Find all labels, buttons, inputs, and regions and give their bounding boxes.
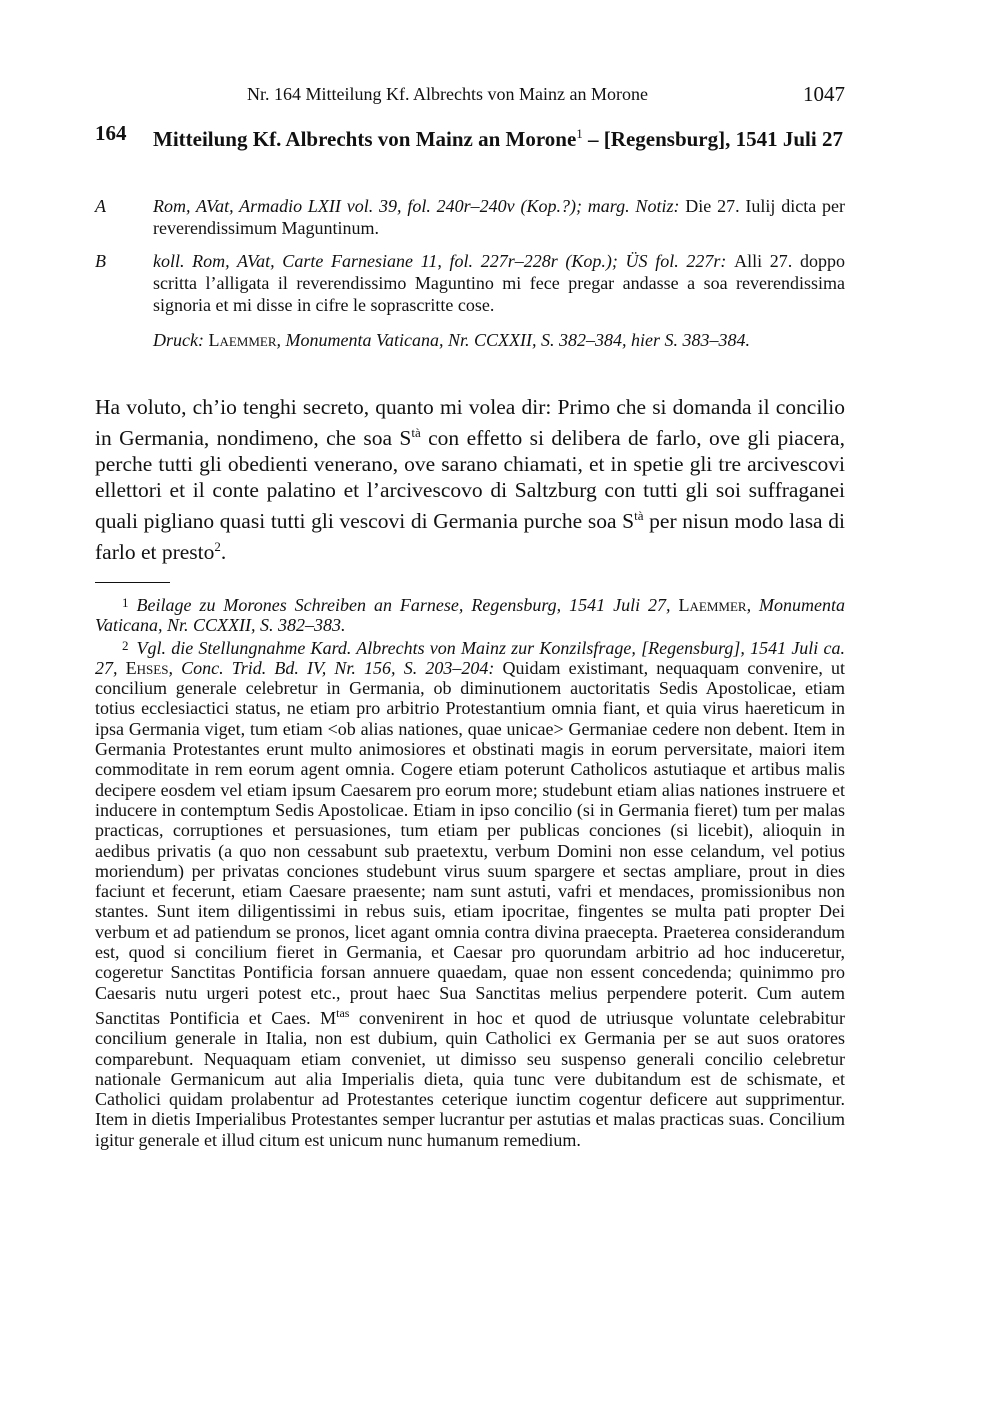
source-archive-ref: Rom, AVat, Armadio LXII vol. 39, fol. 240r–240v (Kop.?); marg. Notiz: [153, 196, 686, 216]
footnote-quotation-cont: convenirent in hoc et quod de utriusque voluntate celebrabitur concilium generale in Italia, non est dubium, quin Catholici ex Germania per se aut suos oratores comparebunt. Nequaquam etiam conveniet, ut dimisso seu suspenso generali concilio celebretur nationale Germanicum aut alia Imperialis dieta, quia tunc vere dubitandum est de schismate, et Catholici quidam prolabentur ad Protestantes ceterique iunctim cogentur deficere aut supprimentur. Item in dietis Imperialibus Protestantes semper lucrantur per astutias et malas practicas suas. Concilium igitur generale et illud citum est unicum nunc humanum remedium. [95, 1007, 845, 1150]
source-siglum: B [95, 251, 106, 271]
document-title-main: Mitteilung Kf. Albrechts von Mainz an Morone [153, 127, 577, 151]
document-title [153, 121, 845, 152]
source-siglum: A [95, 196, 106, 216]
print-reference [153, 329, 845, 351]
source-note: Alli 27. doppo scritta l’alligata il reverendissimo Maguntino mi fece pregar andasse a soa reverendissima signoria et mi disse in cifre le soprascritte cose. [153, 251, 845, 315]
running-title: Nr. 164 Mitteilung Kf. Albrechts von Mainz an Morone [247, 84, 648, 104]
footnote-ref-1[interactable]: 1 [576, 126, 583, 141]
source-description [153, 250, 845, 316]
footnote-quotation: Quidam existimant, nequaquam convenire, ut concilium generale celebretur in Germania, ob diminutionem auctoritatis Sedis Apostolicae, etiam totius ecclesiactici status, ne etiam pro arbitrio Protestantium omnia fiant, et quia virus haereticum in ipsa Germania viget, tum etiam <ob alias nationes, quae unicae> Germaniae cedere non debent. Item in Germania Protestantes erunt multo animosiores et obstinati magis in eorum perversitate, maiori item commoditate in rem eorum agent omnia. Cogere etiam poterunt Catholicos astutiaque et artibus malis decipere eosdem vel etiam ipsum Caesarem pro eorum more; studebunt etiam alias nationes instruere et inducere in contemptum Sedis Apostolicae. Etiam in ipso concilio (si in Germania fieret) tum per malas practicas, corruptiones et persuasiones, tum etiam per publicas conciones (si licebit), alioquin in aedibus privatis (a quo non cessabunt sub praetextu, verbum Domini non esse celandum, vel potius moriendum) per privatas conciones studebunt virus suum spargere et sectas ampliare, prout in dies faciunt et fecerunt, etiam Caesare praesente; nam sunt astuti, vafri et mendaces, promissionibus non stantes. Sunt item diligentissimi in rebus suis, etiam ipocritae, fingentes se multa pati propter Dei verbum et ad patiendum se pronos, licet agant omnia contra divina praecepta. Praeterea considerandum est, quod si concilium fieret in Germania, et Caesar pro quorundam arbitrio ad hoc induceretur, cogeretur Sanctitas Pontificia forsan annuere quaedam, quae non essent concedenda; quinimmo pro Caesaris nutu urgeri potest etc., prout haec Sua Sanctitas melius perpendere poterit. Cum autem Sanctitas Pontificia et Caes. M [95, 657, 845, 1028]
footnote-number: 2 [122, 637, 129, 653]
document-number: 164 [95, 121, 127, 145]
footnote-author: Laemmer [678, 595, 747, 615]
document-title-rest: – [Regensburg], 1541 Juli 27 [582, 127, 843, 151]
print-work: , Monumenta Vaticana, Nr. CCXXII, S. 382–384, hier S. 383–384. [276, 330, 751, 350]
footnote-2: $^2$ Vgl. die Stellungnahme Kard. Albrechts von Mainz zur Konzilsfrage, [Regensburg], 1541 Juli ca. 27, Ehses, Conc. Trid. Bd. IV, Nr. 156, S. 203–204: Quidam existimant, nequaquam convenire, ut concilium generale celebretur in Germania, ob diminutionem auctoritatis Sedis Apostolicae, etiam totius ecclesiactici status, ne etiam pro arbitrio Protestantium omnia fiant, et quia virus haereticum in ipsa Germania viget, tum etiam <ob alias nationes, quae unicae> Germaniae cedere non debent. Item in Germania Protestantes erunt multo animosiores et obstinati magis in eorum perversitate, maiori item commoditate in rem eorum agent omnia. Cogere etiam poterunt Catholicos astutiaque et artibus malis decipere eosdem vel etiam ipsum Caesarem pro eorum more; studebunt etiam alias nationes instruere et inducere in contemptum Sedis Apostolicae. Etiam in ipso concilio (si in Germania fieret) tum per malas practicas, corruptiones et persuasiones, tum etiam per publicas conciones (si licebit), alioquin in aedibus privatis (a quo non cessabunt sub praetextu, verbum Domini non esse celandum, vel potius moriendum) per privatas conciones studebunt virus suum spargere et sectas ampliare, prout in dies faciunt et fecerunt, etiam Caesare praesente; nam sunt astuti, vafri et mendaces, promissionibus non stantes. Sunt item diligentissimi in rebus suis, etiam ipocritae, fingentes se multa pati propter Dei verbum et ad patiendum se pronos, licet agant omnia contra divina praecepta. Praeterea considerandum est, quod si concilium fieret in Germania, et Caesar pro quorundam arbitrio ad hoc induceretur, cogeretur Sanctitas Pontificia forsan annuere quaedam, quae non essent concedenda; quinimmo pro Caesaris nutu urgeri potest etc., prout haec Sua Sanctitas melius perpendere poterit. Cum autem Sanctitas Pontificia et Caes. $M^{tas}$ convenirent in hoc et quod de utriusque voluntate celebrabitur concilium generale in Italia, non est dubium, quin Catholici ex Germania per se aut suos oratores comparebunt. Nequaquam etiam conveniet, ut dimisso seu suspenso generali concilio celebretur nationale Germanicum aut alia Imperialis dieta, quia tunc vere dubitandum est de schismate, et Catholici quidam prolabentur ad Protestantes ceterique iunctim cogentur deficere aut supprimentur. Item in dietis Imperialibus Protestantes semper lucrantur per astutias et malas practicas suas. Concilium igitur generale et illud citum est unicum nunc humanum remedium. [95, 637, 845, 1150]
print-label: Druck: [153, 330, 209, 350]
footnote-number: 1 [122, 595, 129, 610]
page-number: 1047 [803, 82, 845, 106]
footnotes [95, 593, 845, 1150]
footnote-1: $^1$ Beilage zu Morones Schreiben an Farnese, Regensburg, 1541 Juli 27, Laemmer, Monumenta Vaticana, Nr. CCXXII, S. 382–383. [95, 595, 846, 636]
print-author: Laemmer [208, 330, 277, 350]
footnote-ref-2[interactable]: 2 [214, 539, 221, 555]
source-description [153, 195, 845, 239]
footnote-author: Ehses [125, 657, 169, 678]
source-archive-ref: koll. Rom, AVat, Carte Farnesiane 11, fol. 227r–228r (Kop.); ÜS fol. 227r: [153, 251, 735, 271]
running-head [95, 82, 845, 108]
main-text: Ha voluto, ch’io tenghi secreto, quanto mi volea dir: Primo che si domanda il concilio in Germania, nondimeno, che soa $S^{tà}$ con effetto si delibera de farlo, ove gli piacera, perche tutti gli obedienti venerano, ove sarano chiamati, et in spetie gli tre arcivescovi ellettori et il conte palatino et l’arcivescovo di Saltzburg con tutti gli soi suffraganei quali pigliano quasi tutti gli vescovi di Germania purche soa $S^{tà}$ per nisun modo lasa di farlo et presto$^2$. [95, 395, 845, 565]
footnote-divider [95, 582, 170, 583]
source-note: Die 27. Iulij dicta per reverendissimum Maguntinum. [153, 196, 845, 238]
